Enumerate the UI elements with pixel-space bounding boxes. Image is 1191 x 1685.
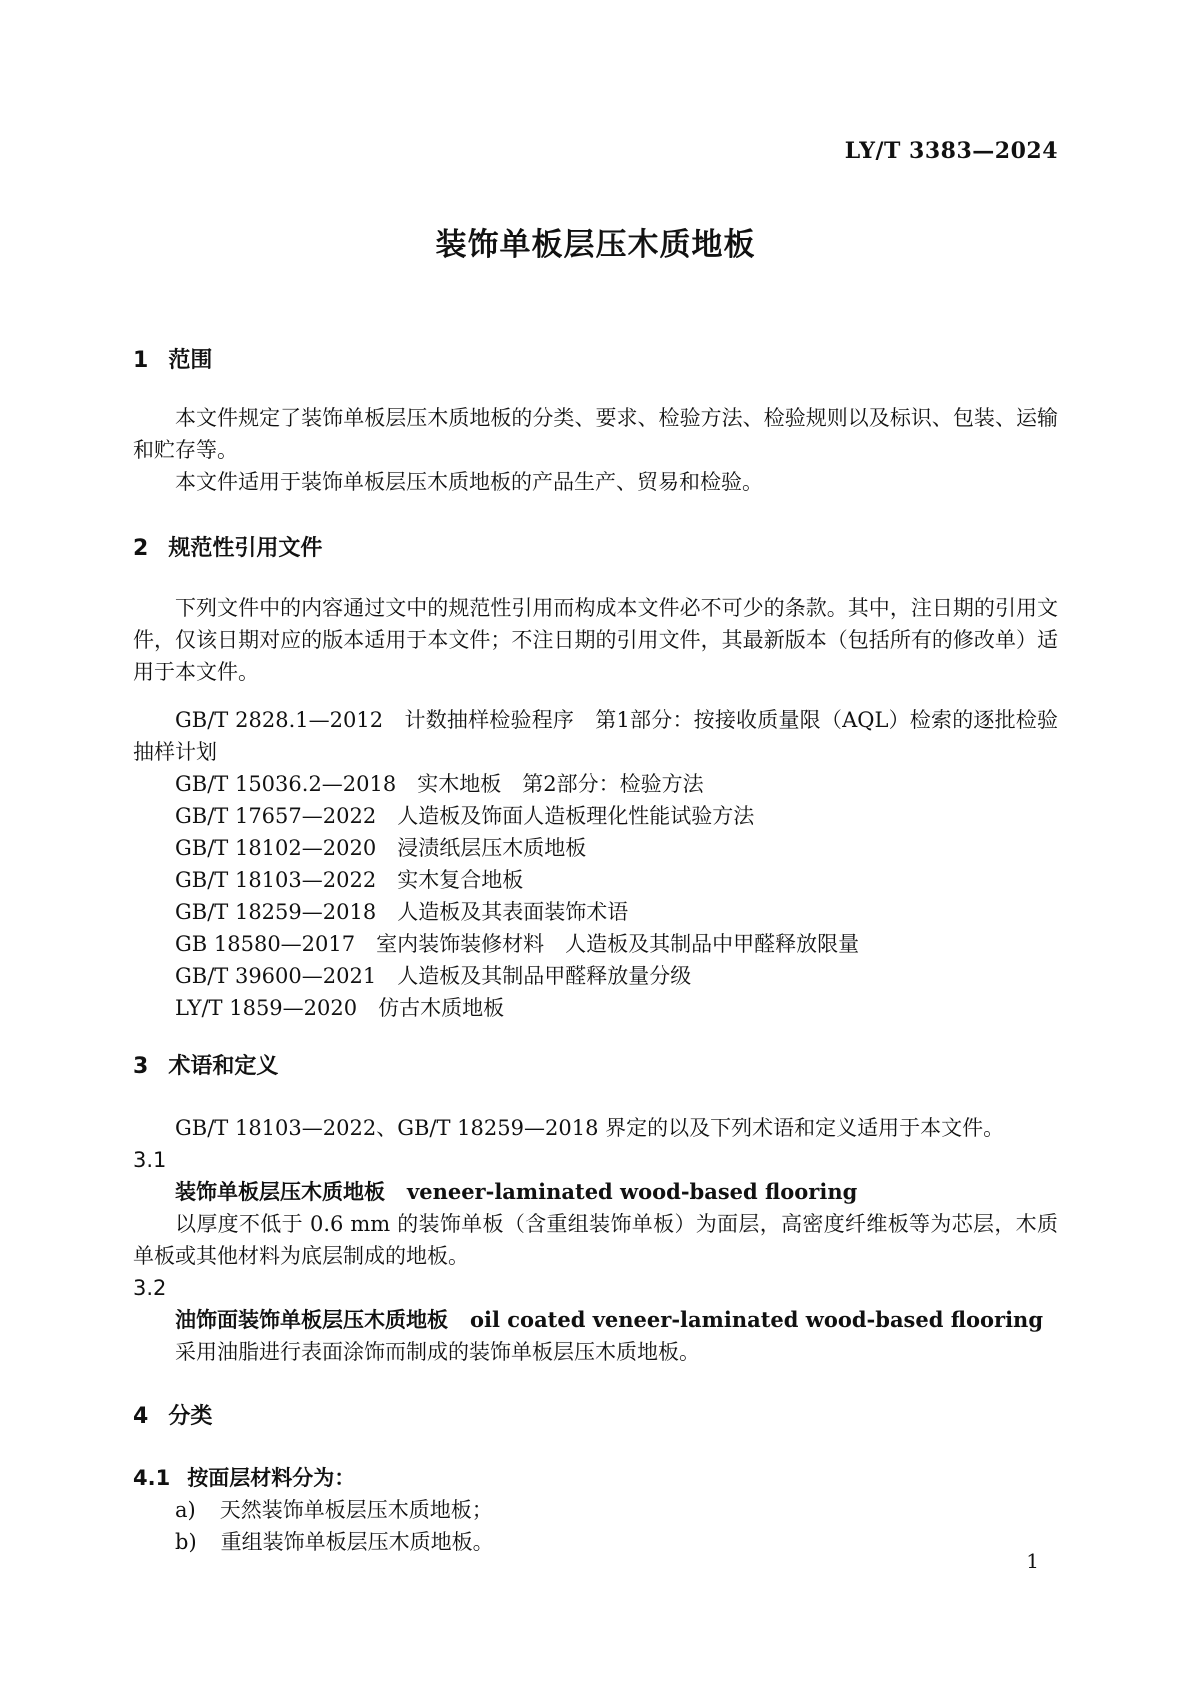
section-2-title: 规范性引用文件 (168, 536, 323, 561)
term-heading (133, 1304, 1058, 1336)
reference-item: GB/T 2828.1—2012 计数抽样检验程序 第1部分：按接收质量限（AQL）检索的逐批检验抽样计划 (133, 708, 1058, 764)
term-en-label: veneer-laminated wood-based flooring (407, 1179, 858, 1204)
section-3-number: 3 (133, 1054, 149, 1079)
section-4-title: 分类 (168, 1404, 213, 1429)
section-4-number: 4 (133, 1404, 149, 1429)
list-item-text: 天然装饰单板层压木质地板； (219, 1498, 493, 1522)
reference-item: GB/T 18259—2018 人造板及其表面装饰术语 (175, 900, 629, 924)
list-item (133, 1494, 1058, 1526)
term-zh-label: 油饰面装饰单板层压木质地板 (175, 1308, 448, 1332)
list-item-marker: b) (175, 1530, 197, 1554)
section-2-number: 2 (133, 536, 149, 561)
section-1-title: 范围 (168, 348, 213, 373)
clause-4-1-text: 按面层材料分为： (187, 1466, 356, 1490)
page-content (133, 0, 1058, 1558)
term-clause-number: 3.1 (133, 1148, 167, 1172)
scope-paragraph-1: 本文件规定了装饰单板层压木质地板的分类、要求、检验方法、检验规则以及标识、包装、运输和贮存等。 (133, 406, 1058, 462)
term-definition: 采用油脂进行表面涂饰而制成的装饰单板层压木质地板。 (175, 1340, 700, 1364)
list-item-text: 重组装饰单板层压木质地板。 (220, 1530, 494, 1554)
normative-references-list (133, 704, 1058, 1024)
section-3-title: 术语和定义 (168, 1054, 279, 1079)
term-heading (133, 1176, 1058, 1208)
reference-item: GB/T 18103—2022 实木复合地板 (175, 868, 524, 892)
standard-code: LY/T 3383—2024 (844, 138, 1058, 164)
reference-item: GB/T 15036.2—2018 实木地板 第2部分：检验方法 (175, 772, 704, 796)
reference-item: GB 18580—2017 室内装饰装修材料 人造板及其制品中甲醛释放限量 (175, 932, 860, 956)
clause-4-1-number: 4.1 (133, 1466, 171, 1490)
term-clause-number: 3.2 (133, 1276, 167, 1300)
list-item-marker: a) (175, 1498, 196, 1522)
scope-paragraph-2: 本文件适用于装饰单板层压木质地板的产品生产、贸易和检验。 (175, 470, 763, 494)
reference-item: GB/T 39600—2021 人造板及其制品甲醛释放量分级 (175, 964, 692, 988)
term-zh-label: 装饰单板层压木质地板 (175, 1180, 385, 1204)
list-item (133, 1526, 1058, 1558)
section-3-heading (133, 1052, 1058, 1082)
clause-4-1 (133, 1462, 1058, 1494)
normative-references-intro: 下列文件中的内容通过文中的规范性引用而构成本文件必不可少的条款。其中，注日期的引用文件，仅该日期对应的版本适用于本文件；不注日期的引用文件，其最新版本（包括所有的修改单）适用于本文件。 (133, 596, 1058, 684)
section-1-number: 1 (133, 348, 149, 373)
terms-intro: GB/T 18103—2022、GB/T 18259—2018 界定的以及下列术语和定义适用于本文件。 (175, 1116, 1005, 1140)
section-2-heading (133, 534, 1058, 564)
section-4-heading (133, 1402, 1058, 1432)
reference-item: GB/T 17657—2022 人造板及饰面人造板理化性能试验方法 (175, 804, 755, 828)
section-1-heading (133, 346, 1058, 376)
term-en-label: oil coated veneer-laminated wood-based flooring (470, 1307, 1044, 1332)
term-definition: 以厚度不低于 0.6 mm 的装饰单板（含重组装饰单板）为面层，高密度纤维板等为芯层，木质单板或其他材料为底层制成的地板。 (133, 1212, 1058, 1268)
document-title: 装饰单板层压木质地板 (435, 227, 756, 263)
reference-item: LY/T 1859—2020 仿古木质地板 (175, 996, 505, 1020)
reference-item: GB/T 18102—2020 浸渍纸层压木质地板 (175, 836, 587, 860)
page-number: 1 (1026, 1549, 1039, 1573)
